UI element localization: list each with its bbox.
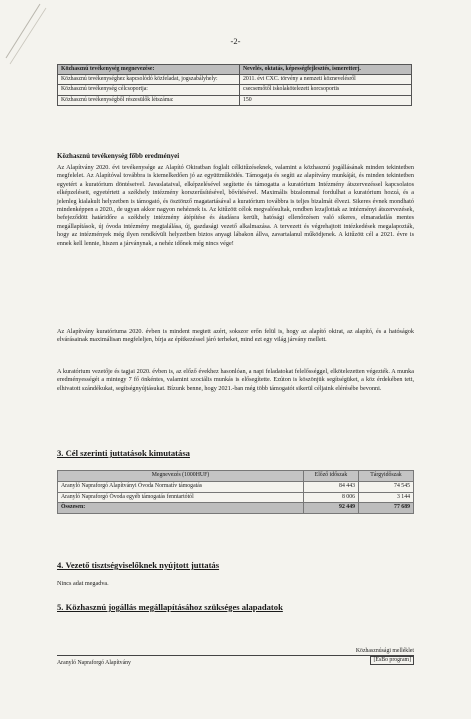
section-4-text: Nincs adat megadva. (57, 580, 109, 587)
table-cell: Aranyló Napraforgó Alapítványi Óvoda Normatív támogatás (58, 481, 304, 492)
page-footer (57, 648, 414, 666)
table-cell: 77 689 (359, 503, 414, 514)
table-row (58, 75, 412, 85)
benefits-table (57, 470, 414, 514)
results-heading: Közhasznú tevékenység főbb eredményei (57, 152, 180, 160)
table-row (58, 492, 414, 503)
table-total-row (58, 503, 414, 514)
page-number: -2- (230, 36, 241, 46)
section-3-title: 3. Cél szerinti juttatások kimutatása (57, 448, 190, 458)
table-header-row (58, 471, 414, 482)
section-4-title: 4. Vezető tisztségviselőknek nyújtott juttatás (57, 560, 220, 570)
footer-organization: Aranyló Napraforgó Alapítvány (57, 660, 131, 666)
results-paragraph-1: Az Alapítvány 2020. évi tevékenysége az Alapító Okiratban foglalt célkitűzéseknek, valamint a közhasznú jogállásának minden tekintetben megfelelet. Az Alapítóval továbbra is kiemelkedően jó az együttműködés. Támogatja és segíti az alapítvány munkáját, és minden tekintetben egyetért a kuratórium döntéseivel. Javaslataival, elképzelésével segítette és támogatta a kuratórium Intézmény átszervezéssel kapcsolatos elképzeléseit, egyetértett a székhely intézmény korszerűsítésével, bővítésével. Maximális bizalommal fordulhat a kuratórium hozzá, és a jelenleg kialakult helyzetben is támogató, és ösztönző magatartásával a kuratórium továbbra is teljes bizalmát élvezi. Sikeres évnek mondható mindenképpen a 2020., de ugyan akkor nagyon nehéznek is. Az kitűzött célok megvalósultak, rendben lezajlottak az intézményi átszervezések, befejeződött határidőre a székhely intézmény átépítése és átadásra került, hatósági ellenőrzésen való sikeres, elmaradatlás mentes megállapítások, új óvoda intézmény megtalálása, új, gazdasági vezető alkalmazása. A tervezett és végrehajtott intézkedések megalapozták, hogy az intézmények még ilyen rendkívüli helyzetben biztos anyagi lábakon állva, zavartalanul működjenek. A kitűzött cél a 2021. évre is ennek kell lennie, hiszen a járványnak, a nehéz időnek még nincs vége! (57, 164, 414, 247)
table-cell: Közhasznú tevékenységből részesülők létszáma: (58, 95, 240, 105)
table-cell: Összesen: (58, 503, 304, 514)
footer-attachment-label: Közhasznúsági melléklet (355, 648, 414, 654)
footer-program: [EsBo program] (370, 656, 414, 666)
results-paragraph-3: A kuratórium vezetője és tagjai 2020. évben is, az előző évekhez hasonlóan, a napi feladatokat felelősséggel, elkötelezetten végezték. A munka eredményességét a mintegy 7 fő önkéntes, valamint szociális munkás is elősegítette. Ezúton is köszönjük segítségüket, a köz érdekében tett, elhivatott szándékukat, segítségnyújtásukat. Bízunk benne, hogy 2021.-ban még több támogatót sikerül céljaink elérésébe bevonni. (57, 368, 414, 392)
table-cell: Közhasznú tevékenység megnevezése: (58, 65, 240, 75)
table-cell: 84 443 (304, 481, 359, 492)
table-cell: 150 (240, 95, 412, 105)
table-cell: 92 449 (304, 503, 359, 514)
activity-info-table (57, 64, 412, 106)
table-cell: Közhasznú tevékenységhez kapcsolódó közfeladat, jogszabályhely: (58, 75, 240, 85)
table-row (58, 85, 412, 95)
table-cell: Aranyló Napraforgó Óvoda egyéb támogatás fenntartótól (58, 492, 304, 503)
footer-right (356, 648, 414, 665)
table-cell: 8 006 (304, 492, 359, 503)
table-cell: csecsemőtől iskolakötelezett korcsoportis (240, 85, 412, 95)
table-cell: Nevelés, oktatás, képességfejlesztés, ismeretterj. (240, 65, 412, 75)
column-header-previous: Előző időszak (304, 471, 359, 482)
staple-mark (0, 0, 60, 70)
table-cell: Közhasznú tevékenység célcsoportja: (58, 85, 240, 95)
table-cell: 3 144 (359, 492, 414, 503)
table-header-row (58, 65, 412, 75)
column-header-current: Tárgyidőszak (359, 471, 414, 482)
table-row (58, 95, 412, 105)
table-cell: 74 545 (359, 481, 414, 492)
results-paragraph-2: Az Alapítvány kuratóriuma 2020. évben is mindent megtett azért, sokszor erőn felül is, hogy az alapító okirat, az alapító, és a hatóságok elvárásainak maximálisan megfeleljen, bírja az építkezéssel járó terheket, mind ezt egy világ járvány mellett. (57, 328, 414, 344)
table-cell: 2011. évi CXC. törvény a nemzeti köznevelésről (240, 75, 412, 85)
column-header-name: Megnevezés (1000HUF) (58, 471, 304, 482)
section-5-title: 5. Közhasznú jogállás megállapításához szükséges alapadatok (57, 602, 283, 612)
table-row (58, 481, 414, 492)
